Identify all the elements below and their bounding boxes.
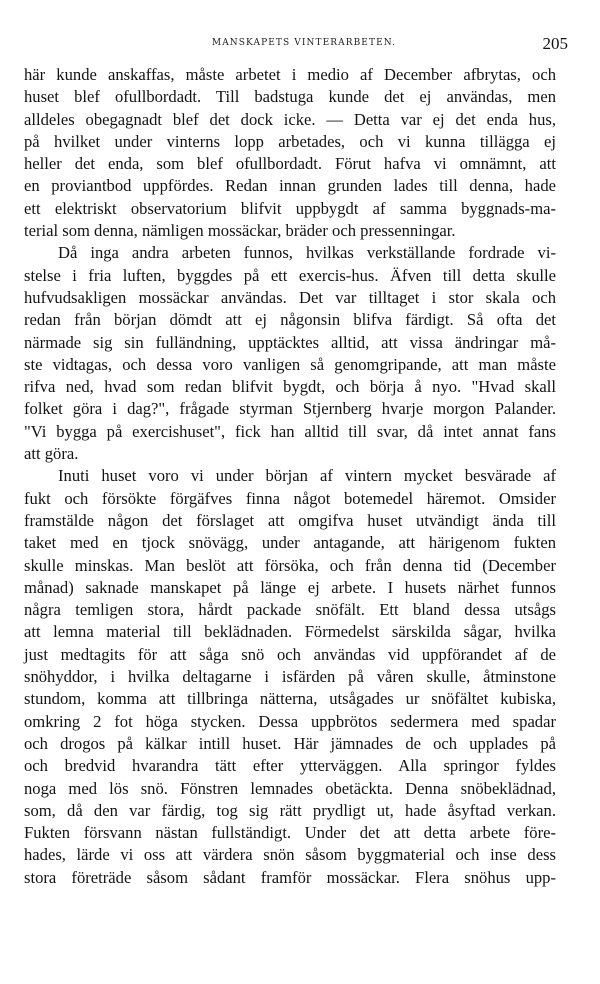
text-line: stundom, komma att tillbringa nätterna, utsågades ur snöfältet kubiska,	[24, 689, 556, 709]
text-line: här kunde anskaffas, måste arbetet i medio af December afbrytas, och	[24, 65, 556, 84]
text-line: snöhyddor, i hvilka deltagarne i isfärden på våren skulle, åtminstone	[24, 667, 556, 687]
text-line: framstälde någon det förslaget att omgifva huset utvändigt ända till	[24, 510, 556, 530]
text-line: att göra.	[24, 444, 79, 464]
text-line: just medtagits för att såga snö och användas vid uppförandet af de	[24, 644, 556, 664]
text-line: noga med lös snö. Fönstren lemnades obetäckta. Denna snöbeklädnad,	[24, 778, 556, 798]
text-line: fukt och försökte förgäfves finna något botemedel häremot. Omsider	[24, 488, 556, 508]
text-line: ste vidtagas, och dessa voro vanligen så genomgripande, att man måste	[24, 354, 556, 374]
text-line: rifva ned, hvad som redan blifvit bygdt, och börja å nyo. "Hvad skall	[24, 377, 556, 397]
text-line: "Vi bygga på exercishuset", fick han alltid till svar, då intet annat fans	[24, 421, 556, 441]
text-line: Då inga andra arbeten funnos, hvilkas verkställande fordrade vi-	[58, 243, 556, 263]
text-line: som, då den var färdig, tog sig rätt prydligt ut, hade åsyftad verkan.	[24, 800, 556, 820]
page-number: 205	[542, 34, 568, 53]
text-line: terial som denna, nämligen mossäckar, bräder och pressenningar.	[24, 221, 456, 241]
text-line: månad) saknade manskapet på länge ej arbete. I husets närhet funnos	[24, 577, 556, 597]
text-line: stora företräde såsom sådant framför mossäckar. Flera snöhus upp-	[24, 867, 556, 887]
text-line: huset blef ofullbordadt. Till badstuga kunde det ej användas, men	[24, 87, 556, 107]
text-line: ett elektriskt observatorium blifvit uppbygdt af samma byggnads-ma-	[24, 198, 556, 218]
text-line: skulle minskas. Man beslöt att försöka, och från denna tid (December	[24, 555, 556, 575]
text-line: närmade sig sin fulländning, upptäcktes alltid, att vissa ändringar må-	[24, 332, 556, 352]
text-line: en proviantbod uppfördes. Redan innan grunden lades till denna, hade	[24, 176, 556, 196]
text-line: att lemna material till beklädnaden. Förmedelst särskilda sågar, hvilka	[24, 622, 556, 642]
text-line: heller det enda, som blef ofullbordadt. Förut hafva vi omnämnt, att	[24, 154, 556, 174]
text-line: hufvudsakligen mossäckar användas. Det var tilltaget i stor skala och	[24, 287, 556, 307]
text-line: stelse i fria luften, byggdes på ett exercis-hus. Äfven till detta skulle	[24, 265, 556, 285]
text-line: omkring 2 fot höga stycken. Dessa uppbrötos sedermera med spadar	[24, 711, 556, 731]
text-line: Fukten försvann nästan fullständigt. Under det att detta arbete före-	[24, 823, 556, 843]
text-line: några temligen stora, hårdt packade snöfält. Ett bland dessa utsågs	[24, 600, 556, 620]
text-line: redan från början dömdt att ej någonsin blifva färdigt. Så ofta det	[24, 310, 556, 330]
page-header	[24, 34, 584, 54]
text-line: och bredvid hvarandra tätt efter ytterväggen. Alla springor fyldes	[24, 756, 556, 776]
text-line: och drogos på kälkar intill huset. Här jämnades de och upplades på	[24, 733, 556, 753]
text-line: på hvilket under vinterns lopp arbetades, och vi kunna tillägga ej	[24, 131, 556, 151]
text-line: folket göra i dag?", frågade styrman Stjernberg hvarje morgon Palander.	[24, 399, 556, 419]
text-line: alldeles obegagnadt blef det dock icke. — Detta var ej det enda hus,	[24, 109, 556, 129]
body-text	[24, 64, 556, 889]
text-line: Inuti huset voro vi under början af vintern mycket besvärade af	[58, 466, 556, 486]
text-line: hades, lärde vi oss att värdera snön såsom byggmaterial och inse dess	[24, 845, 556, 865]
text-line: taket med en tjock snövägg, under antagande, att härigenom fukten	[24, 533, 556, 553]
running-head: MANSKAPETS VINTERARBETEN.	[211, 38, 397, 48]
